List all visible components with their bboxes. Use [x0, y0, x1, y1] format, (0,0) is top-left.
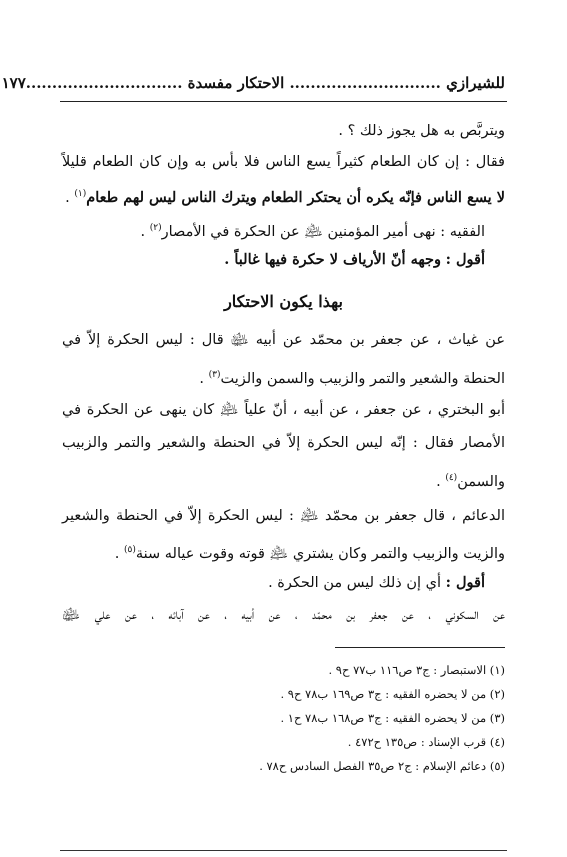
line-11-text: الدعائم ، قال جعفر بن محمّد ﵇ : ليس الحكرة إلاّ في الحنطة والشعير — [62, 508, 505, 524]
line-6-text: عن غياث ، عن جعفر بن محمّد عن أبيه ﵉ قال : ليس الحكرة إلاّ في — [62, 332, 505, 348]
footnote-2: (٢) من لا يحضره الفقيه : ج٣ ص١٦٩ ب٧٨ ح٩ . — [280, 687, 505, 701]
line-4-text: الفقيه : نهى أمير المؤمنين ﵇ عن الحكرة في الأمصار — [161, 223, 485, 240]
line-14-text: عن السكوني ، عن جعفر بن محمّد ، عن أبيه ، عن آبائه ، عن علي ﵉ — [62, 607, 505, 623]
text-line-13 — [62, 573, 485, 593]
text-line-6 — [62, 330, 505, 350]
line-10-text: والسمن — [457, 473, 505, 490]
text-line-5 — [62, 250, 485, 270]
footnote-3: (٣) من لا يحضره الفقيه : ج٣ ص١٦٨ ب٧٨ ح١ . — [280, 711, 505, 725]
page-number: ١٧٧ — [1, 74, 26, 92]
text-line-8 — [62, 400, 505, 420]
page-bottom-edge — [60, 850, 507, 851]
line-13-text: أي إن ذلك ليس من الحكرة . — [268, 575, 441, 591]
running-header — [1, 74, 505, 92]
footnote-4: (٤) قرب الإسناد : ص١٣٥ ح٤٧٢ . — [347, 735, 505, 749]
line-7-text: الحنطة والشعير والتمر والزبيب والسمن والزيت — [220, 370, 505, 387]
line-1-text: ويتربَّص به هل يجوز ذلك ؟ . — [338, 123, 505, 139]
line-10-end: . — [436, 473, 441, 490]
footnote-divider — [335, 647, 505, 648]
text-line-14 — [62, 605, 505, 625]
text-line-4 — [62, 218, 485, 242]
text-line-12 — [62, 540, 505, 564]
header-title: للشيرازي ............................. الاحتكار مفسدة .............................. — [25, 74, 505, 92]
footnote-1: (١) الاستبصار : ج٣ ص١١٦ ب٧٧ ح٩ . — [328, 663, 505, 677]
aqul-label: أقول : — [445, 251, 485, 268]
footnote-5: (٥) دعائم الإسلام : ج٢ ص٣٥ الفصل السادس ح٧٨ . — [259, 759, 505, 773]
text-line-7 — [62, 365, 505, 389]
footnote-ref-2: (٢) — [149, 223, 162, 233]
footnote-ref-4: (٤) — [445, 473, 458, 483]
line-12-text: والزيت والزبيب والتمر وكان يشتري ﵇ قوته وقوت عياله سنة — [135, 545, 505, 562]
line-12-end: . — [114, 545, 120, 562]
footnote-ref-3: (٣) — [208, 370, 221, 380]
line-7-end: . — [199, 370, 205, 387]
text-line-10 — [62, 468, 505, 492]
line-8-text: أبو البختري ، عن جعفر ، عن أبيه ، أنّ علياً ﵇ كان ينهى عن الحكرة في — [62, 402, 505, 418]
footnote-ref-1: (١) — [74, 189, 87, 199]
line-2-text: فقال : إن كان الطعام كثيراً يسع الناس فلا بأس به وإن كان الطعام قليلاً — [62, 154, 505, 170]
line-3-text: لا يسع الناس فإنّه يكره أن يحتكر الطعام ويترك الناس ليس لهم طعام — [86, 188, 505, 206]
footnote-ref-5: (٥) — [124, 545, 136, 555]
line-3-end: . — [65, 189, 70, 206]
text-line-3 — [62, 184, 505, 208]
aqul-label-2: أقول : — [445, 574, 485, 591]
line-9-text: الأمصار فقال : إنّه ليس الحكرة إلاّ في الحنطة والشعير والتمر والزبيب — [62, 435, 505, 451]
line-5-text: وجهه أنّ الأرياف لا حكرة فيها غالباً . — [224, 251, 441, 268]
header-divider — [60, 101, 507, 102]
line-4-end: . — [140, 223, 146, 240]
section-heading: بهذا يكون الاحتكار — [224, 292, 343, 311]
text-line-2 — [62, 152, 505, 172]
text-line-11 — [62, 506, 505, 526]
text-line-9 — [62, 433, 505, 453]
text-line-1 — [62, 121, 505, 141]
